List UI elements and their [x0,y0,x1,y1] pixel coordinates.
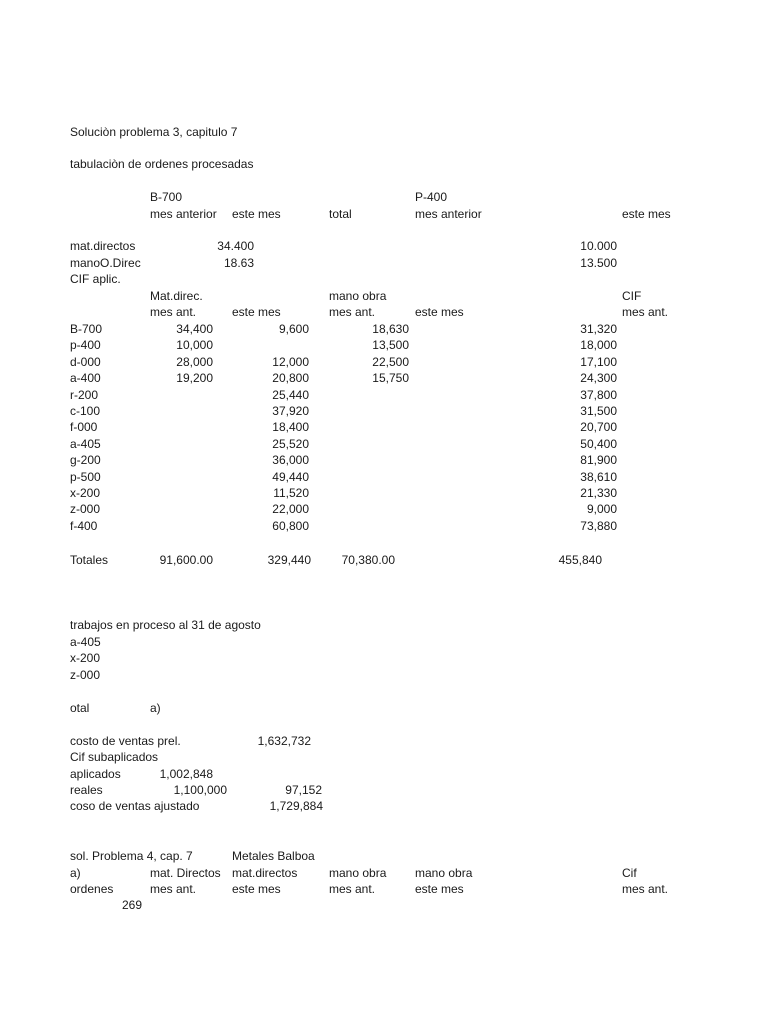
row-cif: 38,610 [580,470,617,484]
table-subheader-este-mes-2: este mes [415,305,464,319]
column-header-p400: P-400 [415,190,448,204]
table-header-mano-obra: mano obra [329,289,387,303]
problem4-title: sol. Problema 4, cap. 7 [70,849,193,863]
column-header-b700: B-700 [150,190,183,204]
row-mat-ant: 19,200 [176,371,213,385]
row-mat-ant: 34,400 [176,322,213,336]
problem4-company: Metales Balboa [232,849,315,863]
problem4-este-mes-1: este mes [232,882,281,896]
wip-item: x-200 [70,651,101,665]
costo-ajustado-label: coso de ventas ajustado [70,799,200,813]
header-mes-anterior-1: mes anterior [150,207,217,221]
row-cif: 31,500 [580,404,617,418]
header-mes-anterior-2: mes anterior [415,207,482,221]
row-cif: 73,880 [580,519,617,533]
header-este-mes-2: este mes [622,207,671,221]
row-cif: 18,000 [580,338,617,352]
otal-a: a) [150,701,161,715]
table-subheader-mes-ant-3: mes ant. [622,305,669,319]
cif-subaplicados-label: Cif subaplicados [70,750,159,764]
problem4-header-cif: Cif [622,866,637,880]
row-cif: 31,320 [580,322,617,336]
row-label: g-200 [70,453,101,467]
row-mat-este: 12,000 [272,355,309,369]
row-label: c-100 [70,404,101,418]
problem4-ordenes-label: ordenes [70,882,114,896]
row-label: p-500 [70,470,101,484]
totals-label: Totales [70,553,109,567]
row-mano-ant: 22,500 [372,355,409,369]
row-cif: 24,300 [580,371,617,385]
problem4-mes-ant-2: mes ant. [329,882,376,896]
reales-value: 1,100,000 [173,783,227,797]
row-mat-este: 11,520 [273,486,309,500]
row-mat-este: 25,520 [272,437,309,451]
label-mat-directos: mat.directos [70,239,136,253]
row-cif: 21,330 [580,486,617,500]
row-mano-ant: 13,500 [372,338,409,352]
row-mat-este: 36,000 [272,453,309,467]
row-mat-este: 22,000 [272,502,309,516]
row-label: p-400 [70,338,101,352]
row-label: a-400 [70,371,101,385]
row-label: z-000 [70,502,101,516]
problem4-header-mat-directos-2: mat.directos [232,866,298,880]
row-cif: 20,700 [580,420,617,434]
costo-ventas-prel-label: costo de ventas prel. [70,734,181,748]
costo-ajustado-value: 1,729,884 [269,799,323,813]
row-cif: 50,400 [580,437,617,451]
value-mano-direc-2: 13.500 [580,256,617,270]
row-label: f-000 [70,420,98,434]
table-header-mat-direc: Mat.direc. [150,289,203,303]
row-mat-este: 60,800 [272,519,309,533]
totals-mat-ant: 91,600.00 [159,553,213,567]
row-mano-ant: 18,630 [372,322,409,336]
row-label: x-200 [70,486,101,500]
row-mano-ant: 15,750 [372,371,409,385]
header-total: total [329,207,352,221]
section-subtitle: tabulaciòn de ordenes procesadas [70,157,254,171]
page-title: Soluciòn problema 3, capitulo 7 [70,125,238,139]
row-mat-ant: 28,000 [176,355,213,369]
table-subheader-este-mes-1: este mes [232,305,281,319]
problem4-mes-ant-1: mes ant. [150,882,197,896]
row-cif: 17,100 [580,355,617,369]
row-label: r-200 [70,388,99,402]
table-header-cif: CIF [622,289,642,303]
row-label: f-400 [70,519,98,533]
problem4-este-mes-2: este mes [415,882,464,896]
wip-item: z-000 [70,668,101,682]
row-cif: 81,900 [580,453,617,467]
row-label: B-700 [70,322,103,336]
totals-mat-este: 329,440 [267,553,311,567]
label-cif-aplic: CIF aplic. [70,272,121,286]
label-mano-direc: manoO.Direc [70,256,141,270]
wip-item: a-405 [70,635,101,649]
row-mat-ant: 10,000 [176,338,213,352]
row-mat-este: 20,800 [272,371,309,385]
reales-label: reales [70,783,103,797]
row-mat-este: 9,600 [278,322,309,336]
totals-mano-ant: 70,380.00 [341,553,395,567]
problem4-mes-ant-3: mes ant. [622,882,669,896]
value-mat-directos-1: 34.400 [217,239,254,253]
row-cif: 37,800 [580,388,617,402]
row-label: d-000 [70,355,101,369]
reales-diff: 97,152 [285,783,322,797]
row-cif: 9,000 [586,502,617,516]
page-number: 269 [122,898,143,912]
problem4-header-mano-obra-1: mano obra [329,866,387,880]
table-subheader-mes-ant-2: mes ant. [329,305,376,319]
row-mat-este: 18,400 [272,420,309,434]
value-mat-directos-2: 10.000 [580,239,617,253]
otal-label: otal [70,701,90,715]
problem4-header-mat-directos-1: mat. Directos [150,866,221,880]
table-subheader-mes-ant-1: mes ant. [150,305,197,319]
wip-title: trabajos en proceso al 31 de agosto [70,618,261,632]
problem4-header-mano-obra-2: mano obra [415,866,473,880]
totals-cif: 455,840 [558,553,602,567]
aplicados-value: 1,002,848 [159,767,213,781]
row-mat-este: 49,440 [272,470,309,484]
row-label: a-405 [70,437,101,451]
row-mat-este: 37,920 [272,404,309,418]
value-mano-direc-1: 18.63 [223,256,254,270]
problem4-part-a: a) [70,866,81,880]
aplicados-label: aplicados [70,767,121,781]
header-este-mes-1: este mes [232,207,281,221]
costo-ventas-prel-value: 1,632,732 [257,734,311,748]
row-mat-este: 25,440 [272,388,309,402]
